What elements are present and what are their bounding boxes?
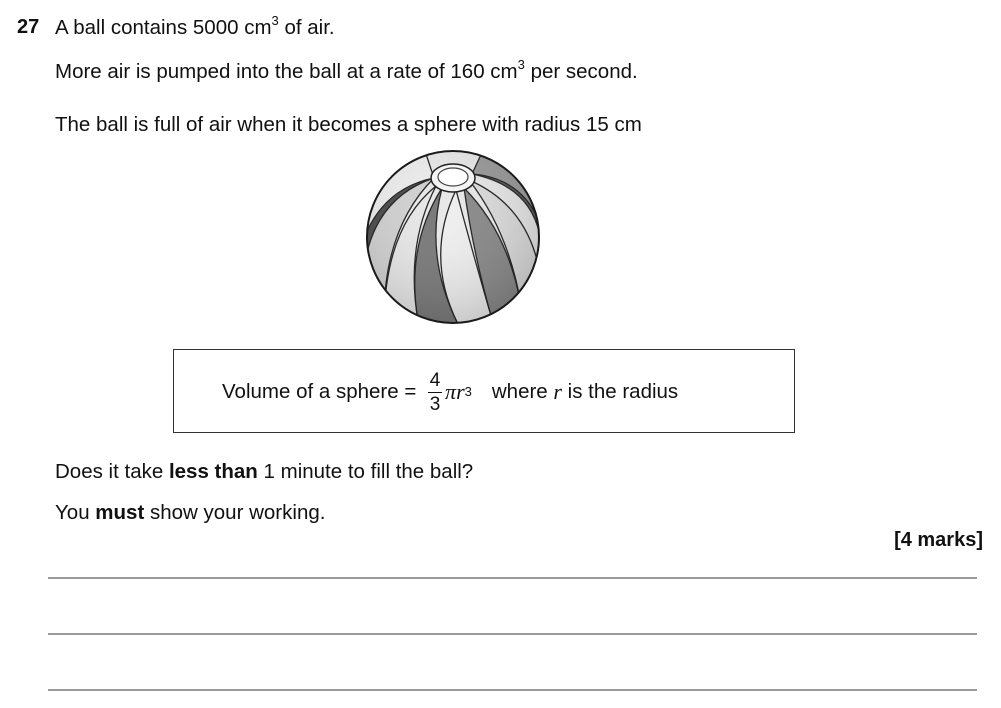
fraction-denominator: 3 <box>429 393 441 415</box>
line-4-bold: less than <box>168 460 258 483</box>
where-text: where <box>491 380 554 403</box>
where-text-end: is the radius <box>561 380 679 403</box>
beach-ball-image <box>364 148 542 326</box>
line-2-text: More air is pumped into the ball at a rate of 160 cm <box>55 60 518 83</box>
radius-variable: r <box>456 379 465 404</box>
line-1-superscript: 3 <box>271 13 279 28</box>
line-1-text-end: of air. <box>278 16 335 39</box>
pi-symbol: π <box>445 379 457 404</box>
line-2-superscript: 3 <box>517 57 525 72</box>
question-line-4 <box>55 460 473 484</box>
question-line-3: The ball is full of air when it becomes a sphere with radius 15 cm <box>55 113 642 136</box>
line-5-bold: must <box>95 501 145 524</box>
formula-label: Volume of a sphere <box>222 380 399 403</box>
question-line-1 <box>55 13 335 40</box>
marks-label: [4 marks] <box>894 529 983 551</box>
fraction <box>428 371 442 414</box>
answer-line-3[interactable] <box>48 689 977 691</box>
line-1-text: A ball contains 5000 cm <box>55 16 272 39</box>
line-5-text-end: show your working. <box>144 501 326 524</box>
fraction-numerator: 4 <box>429 369 441 391</box>
question-line-2 <box>55 57 638 84</box>
line-4-text-end: 1 minute to fill the ball? <box>257 460 474 483</box>
where-variable: r <box>553 379 562 404</box>
sphere-volume-formula: Volume of a sphere = $\frac{4}{3}$ π r 3 where r is the radius <box>222 369 679 415</box>
question-number: 27 <box>17 16 40 38</box>
answer-line-2[interactable] <box>48 633 977 635</box>
line-4-text: Does it take <box>55 460 169 483</box>
question-line-5 <box>55 501 325 525</box>
answer-line-1[interactable] <box>48 577 977 579</box>
fraction-bar <box>428 392 442 393</box>
formula-equals: = <box>398 380 423 403</box>
formula-box <box>173 349 795 433</box>
line-2-text-end: per second. <box>524 60 638 83</box>
line-5-text: You <box>55 501 96 524</box>
